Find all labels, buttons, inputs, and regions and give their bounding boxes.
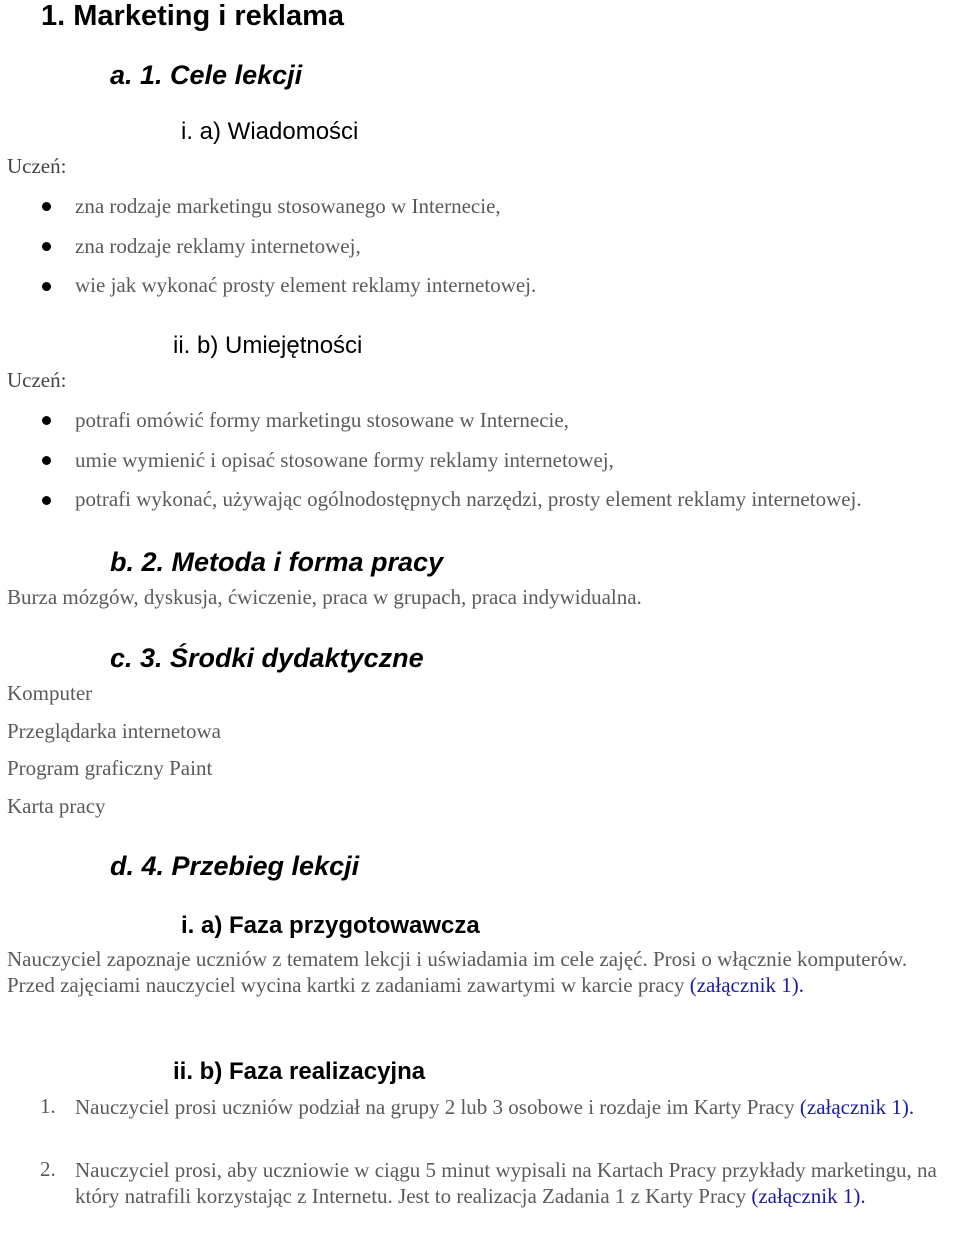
step-number: 2. — [40, 1157, 56, 1181]
faza-przygotowawcza-body: Nauczyciel zapoznaje uczniów z tematem lekcji i uświadamia im cele zajęć. Prosi o włącznie komputerów. Przed zajęciami nauczyciel wycina kartki z zadaniami zawartymi w karcie pracy — [7, 947, 908, 997]
bullet-icon — [42, 456, 51, 465]
srodek-item: Program graficzny Paint — [7, 756, 213, 780]
step-text: Nauczyciel prosi, aby uczniowie w ciągu 5 minut wypisali na Kartach Pracy przykłady marketingu, na który natrafili korzystając z Internetu. Jest to realizacja Zadania 1 z Karty Pracy — [75, 1158, 937, 1208]
list-item: zna rodzaje marketingu stosowanego w Internecie, — [75, 194, 501, 218]
faza-przygotowawcza-text — [7, 946, 947, 998]
list-item: potrafi omówić formy marketingu stosowane w Internecie, — [75, 408, 569, 432]
subheading-umiejetnosci: ii. b) Umiejętności — [173, 332, 363, 359]
bullet-icon — [42, 242, 51, 251]
list-item: wie jak wykonać prosty element reklamy internetowej. — [75, 273, 537, 297]
zalacznik-link[interactable]: (załącznik 1). — [751, 1184, 866, 1208]
document-title: 1. Marketing i reklama — [41, 0, 345, 32]
subheading-faza-realizacyjna: ii. b) Faza realizacyjna — [173, 1058, 426, 1085]
srodek-item: Przeglądarka internetowa — [7, 719, 221, 743]
uczen-label: Uczeń: — [7, 368, 67, 392]
step-number: 1. — [40, 1094, 56, 1118]
bullet-icon — [42, 202, 51, 211]
uczen-label: Uczeń: — [7, 154, 67, 178]
list-item: zna rodzaje reklamy internetowej, — [75, 234, 361, 258]
subheading-wiadomosci: i. a) Wiadomości — [181, 118, 359, 145]
list-item: umie wymienić i opisać stosowane formy reklamy internetowej, — [75, 448, 614, 472]
list-item: potrafi wykonać, używając ogólnodostępnych narzędzi, prosty element reklamy internetowej. — [75, 487, 862, 511]
section-heading-przebieg: d. 4. Przebieg lekcji — [110, 851, 360, 881]
metoda-text: Burza mózgów, dyskusja, ćwiczenie, praca w grupach, praca indywidualna. — [7, 585, 642, 609]
zalacznik-link[interactable]: (załącznik 1). — [689, 973, 804, 997]
bullet-icon — [42, 282, 51, 291]
section-heading-srodki: c. 3. Środki dydaktyczne — [110, 643, 424, 673]
srodek-item: Komputer — [7, 681, 93, 705]
bullet-icon — [42, 496, 51, 505]
srodek-item: Karta pracy — [7, 794, 106, 818]
bullet-icon — [42, 416, 51, 425]
section-heading-cele: a. 1. Cele lekcji — [110, 60, 303, 90]
subheading-faza-przygotowawcza: i. a) Faza przygotowawcza — [181, 912, 480, 939]
step-text: Nauczyciel prosi uczniów podział na grupy 2 lub 3 osobowe i rozdaje im Karty Pracy — [75, 1095, 795, 1119]
step-item — [75, 1157, 955, 1209]
section-heading-metoda: b. 2. Metoda i forma pracy — [110, 547, 444, 577]
zalacznik-link[interactable]: (załącznik 1). — [799, 1095, 915, 1119]
step-item — [75, 1094, 955, 1120]
